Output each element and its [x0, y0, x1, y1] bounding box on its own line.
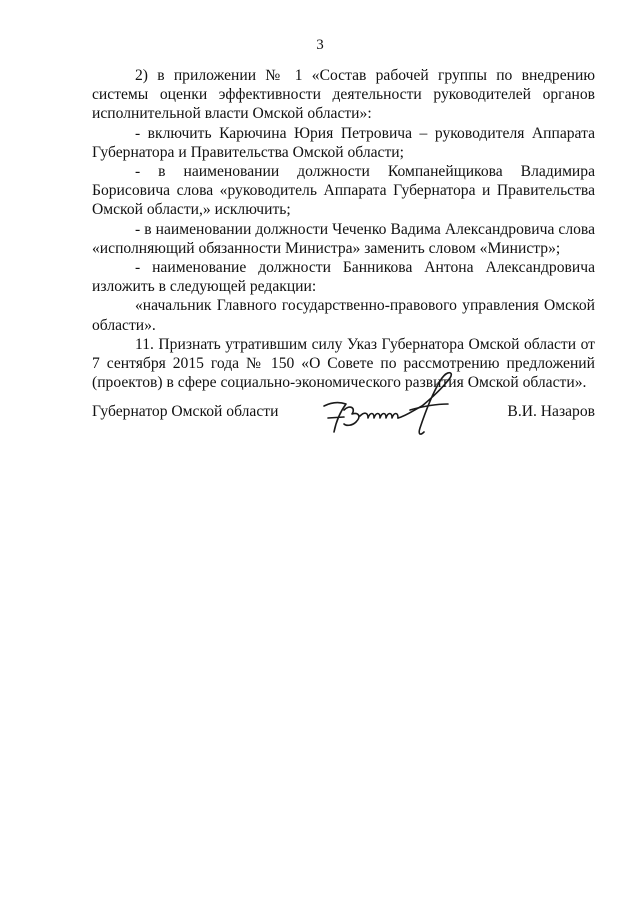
paragraph-bannikov: - наименование должности Банникова Антона Александровича изложить в следующей редакции:	[92, 259, 595, 296]
handwritten-signature	[314, 366, 474, 446]
page-number: 3	[316, 37, 324, 53]
paragraph-bannikov-new-title: «начальник Главного государственно-правового управления Омской области».	[92, 297, 595, 334]
document-body	[92, 66, 595, 392]
signer-name: В.И. Назаров	[507, 403, 595, 420]
paragraph-kompaneyshchikov: - в наименовании должности Компанейщикова Владимира Борисовича слова «руководитель Аппарата Губернатора и Правительства Омской области,» исключить;	[92, 163, 595, 219]
paragraph-item-11: 11. Признать утратившим силу Указ Губернатора Омской области от 7 сентября 2015 года № 150 «О Совете по рассмотрению предложений (проектов) в сфере социально-экономического развития Омской области».	[92, 335, 595, 392]
signature-block	[92, 402, 595, 426]
paragraph-include-karyuchin: - включить Карючина Юрия Петровича – руководителя Аппарата Губернатора и Правительства Омской области;	[92, 124, 595, 161]
signer-title: Губернатор Омской области	[92, 403, 279, 420]
paragraph-appendix-1: 2) в приложении № 1 «Состав рабочей группы по внедрению системы оценки эффективности деятельности руководителей органов исполнительной власти Омской области»:	[92, 67, 595, 123]
paragraph-chechenko: - в наименовании должности Чеченко Вадима Александровича слова «исполняющий обязанности Министра» заменить словом «Министр»;	[92, 220, 595, 257]
